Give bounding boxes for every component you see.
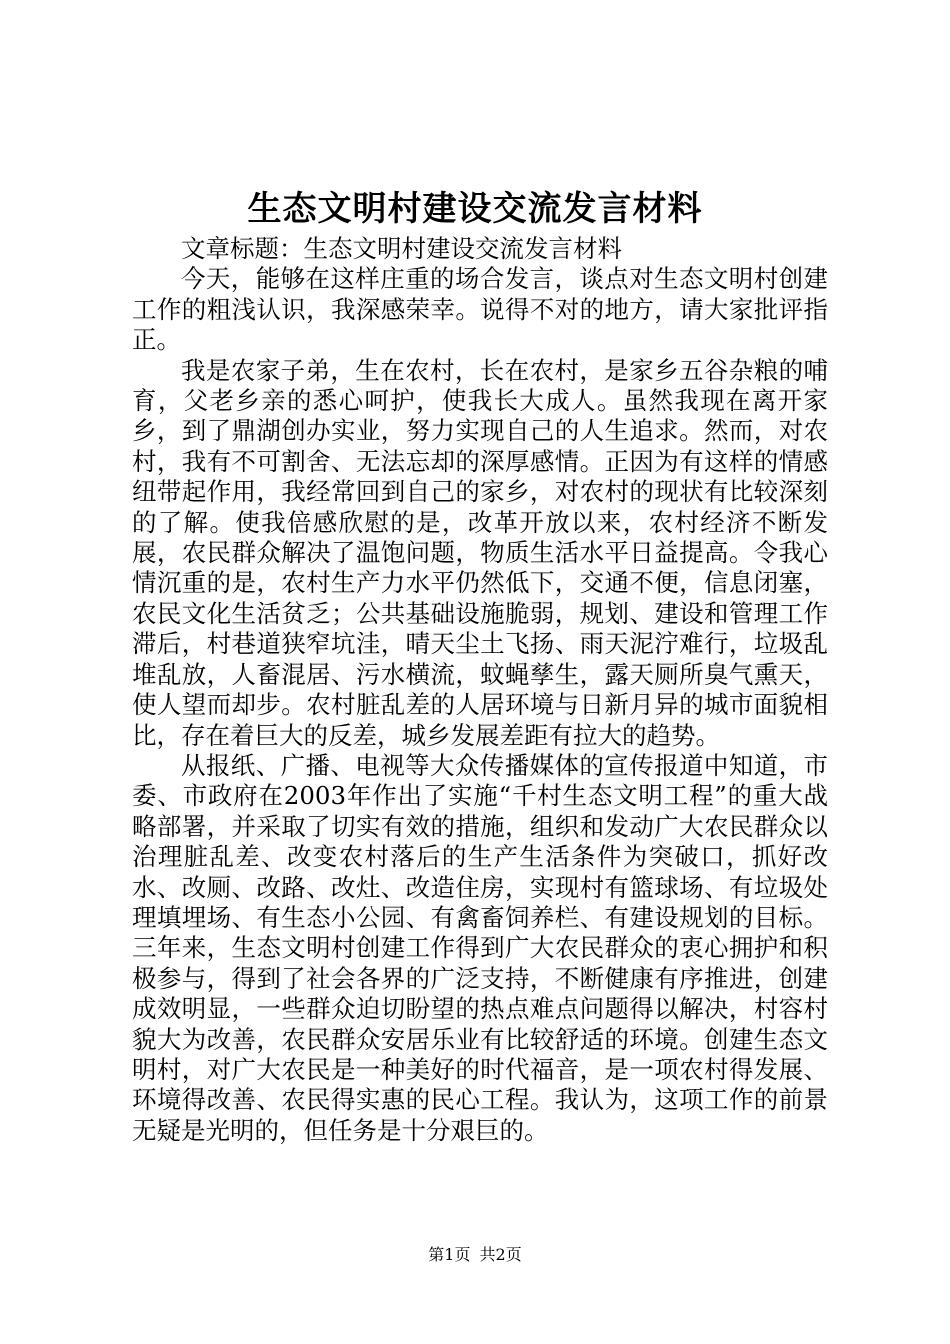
paragraph-rural-background: 我是农家子弟，生在农村，长在农村，是家乡五谷杂粮的哺育，父老乡亲的悉心呵护，使我长大成人。虽然我现在离开家乡，到了鼎湖创办实业，努力实现自己的人生追求。然而，对农村，我有不可割舍、无法忘却的深厚感情。正因为有这样的情感纽带起作用，我经常回到自己的家乡，对农村的现状有比较深刻的了解。使我倍感欣慰的是，改革开放以来，农村经济不断发展，农民群众解决了温饱问题，物质生活水平日益提高。令我心情沉重的是，农村生产力水平仍然低下，交通不便，信息闭塞，农民文化生活贫乏；公共基础设施脆弱，规划、建设和管理工作滞后，村巷道狭窄坑洼，晴天尘土飞扬、雨天泥泞难行，垃圾乱堆乱放，人畜混居、污水横流，蚊蝇孳生，露天厕所臭气熏天，使人望而却步。农村脏乱差的人居环境与日新月异的城市面貌相比，存在着巨大的反差，城乡发展差距有拉大的趋势。 (132, 355, 828, 750)
paragraph-article-heading: 文章标题：生态文明村建设交流发言材料 (181, 234, 622, 263)
page-number-total: 共2页 (479, 1245, 522, 1264)
document-title: 生态文明村建设交流发言材料 (247, 189, 703, 229)
paragraph-eco-project: 从报纸、广播、电视等大众传播媒体的宣传报道中知道，市委、市政府在2003年作出了实施“千村生态文明工程”的重大战略部署，并采取了切实有效的措施，组织和发动广大农民群众以治理脏乱差、改变农村落后的生产生活条件为突破口，抓好改水、改厕、改路、改灶、改造住房，实现村有篮球场、有垃圾处理填埋场、有生态小公园、有禽畜饲养栏、有建设规划的目标。三年来，生态文明村创建工作得到广大农民群众的衷心拥护和积极参与，得到了社会各界的广泛支持，不断健康有序推进，创建成效明显，一些群众迫切盼望的热点难点问题得以解决，村容村貌大为改善，农民群众安居乐业有比较舒适的环境。创建生态文明村，对广大农民是一种美好的时代福音，是一项农村得发展、环境得改善、农民得实惠的民心工程。我认为，这项工作的前景无疑是光明的，但任务是十分艰巨的。 (132, 750, 828, 1145)
page-footer (0, 1244, 950, 1266)
page-number-current: 第1页 (428, 1245, 471, 1264)
paragraph-opening: 今天，能够在这样庄重的场合发言，谈点对生态文明村创建工作的粗浅认识，我深感荣幸。说得不对的地方，请大家批评指正。 (132, 264, 828, 355)
document-body (132, 234, 828, 1146)
